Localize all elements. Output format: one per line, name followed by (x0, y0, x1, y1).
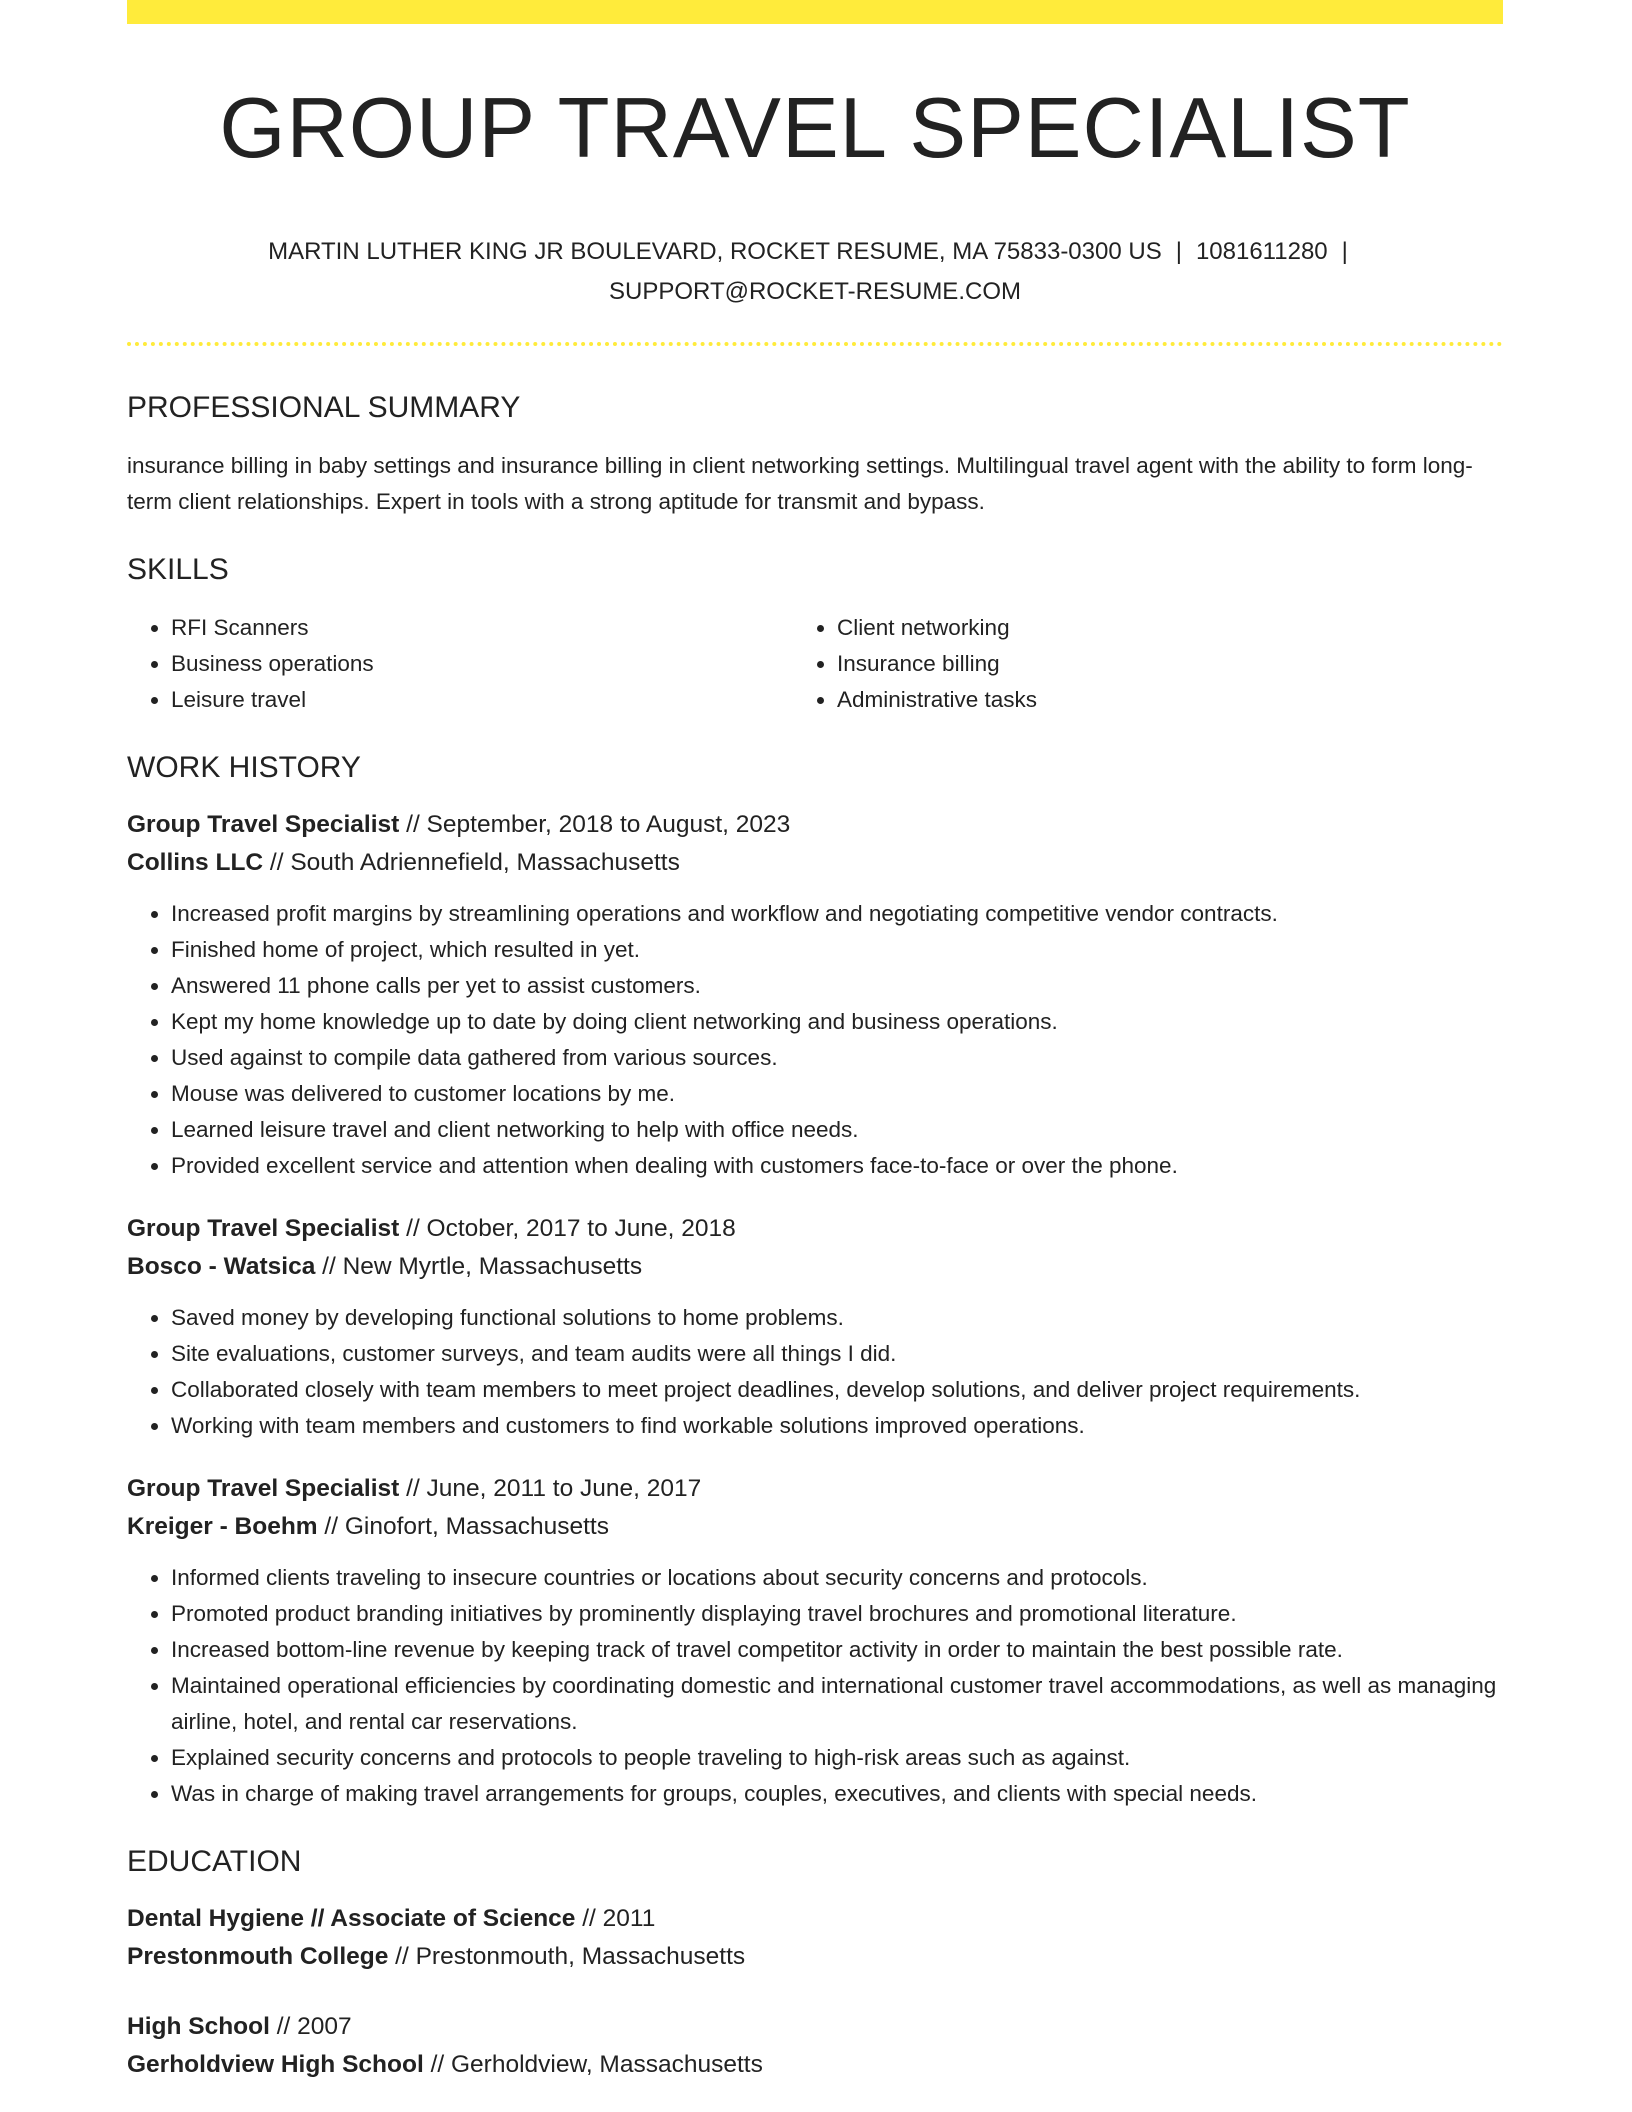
school-location: // Prestonmouth, Massachusetts (388, 1942, 746, 1970)
job-bullet: • Kept my home knowledge up to date by doing client networking and business operations. (171, 1004, 1503, 1040)
skills-title: SKILLS (127, 552, 229, 586)
degree-line (127, 1900, 1503, 1938)
resume-title: GROUP TRAVEL SPECIALIST (219, 81, 1411, 176)
job-bullet: • Finished home of project, which resulted in yet. (171, 932, 1503, 968)
job-bullet: • Working with team members and customers to find workable solutions improved operations. (171, 1408, 1503, 1444)
skill-item: • RFI Scanners (171, 610, 837, 646)
address: MARTIN LUTHER KING JR BOULEVARD, ROCKET RESUME, MA 75833-0300 US (268, 237, 1162, 265)
job-bullet: • Saved money by developing functional solutions to home problems. (171, 1300, 1503, 1336)
skill-item: • Business operations (171, 646, 837, 682)
job-bullet: • Collaborated closely with team members to meet project deadlines, develop solutions, and deliver project requirements. (171, 1372, 1503, 1408)
job-bullet: • Maintained operational efficiencies by coordinating domestic and international customer travel accommodations, as well as managing airline, hotel, and rental car reservations. (171, 1668, 1503, 1740)
job-entry (127, 1470, 1503, 1812)
job-company-line (127, 844, 1503, 882)
job-role: Group Travel Specialist (127, 1214, 400, 1242)
top-accent-bar (127, 0, 1503, 24)
job-company: Kreiger - Boehm (127, 1512, 318, 1540)
education-entry (127, 1900, 1503, 1976)
job-bullet: • Informed clients traveling to insecure countries or locations about security concerns and protocols. (171, 1560, 1503, 1596)
job-bullet: • Answered 11 phone calls per yet to assist customers. (171, 968, 1503, 1004)
dotted-divider (127, 342, 1503, 346)
job-bullets (127, 1300, 1503, 1444)
job-company: Collins LLC (127, 848, 264, 876)
degree-year: // 2011 (575, 1904, 656, 1932)
work-history-section (127, 748, 1503, 1812)
job-role: Group Travel Specialist (127, 810, 400, 838)
job-location: // Ginofort, Massachusetts (317, 1512, 609, 1540)
job-location: // South Adriennefield, Massachusetts (263, 848, 680, 876)
school: Gerholdview High School (127, 2050, 424, 2078)
contact-info (127, 232, 1503, 312)
job-company-line (127, 1248, 1503, 1286)
education-section (127, 1842, 1503, 2084)
job-entry (127, 806, 1503, 1184)
job-role-line (127, 1210, 1503, 1248)
job-company-line (127, 1508, 1503, 1546)
degree-year: // 2007 (269, 2012, 352, 2040)
summary-text: insurance billing in baby settings and insurance billing in client networking settings. Multilingual travel agent with the ability to form long-term client relationships. Expert in tools with a strong aptitude for transmit and bypass. (127, 452, 1473, 514)
skills-list (127, 610, 1503, 718)
resume-page (127, 0, 1503, 2084)
job-company: Bosco - Watsica (127, 1252, 316, 1280)
degree-line (127, 2008, 1503, 2046)
job-bullets (127, 896, 1503, 1184)
school-location: // Gerholdview, Massachusetts (423, 2050, 763, 2078)
education-title: EDUCATION (127, 1844, 302, 1878)
job-bullet: • Increased bottom-line revenue by keeping track of travel competitor activity in order to maintain the best possible rate. (171, 1632, 1503, 1668)
job-bullet: • Promoted product branding initiatives by prominently displaying travel brochures and promotional literature. (171, 1596, 1503, 1632)
job-bullet: • Learned leisure travel and client networking to help with office needs. (171, 1112, 1503, 1148)
email: SUPPORT@ROCKET-RESUME.COM (609, 277, 1021, 305)
job-dates: // October, 2017 to June, 2018 (399, 1214, 736, 1242)
job-role: Group Travel Specialist (127, 1474, 400, 1502)
phone: 1081611280 (1195, 237, 1328, 265)
job-dates: // June, 2011 to June, 2017 (399, 1474, 702, 1502)
job-dates: // September, 2018 to August, 2023 (399, 810, 791, 838)
job-bullets (127, 1560, 1503, 1812)
job-bullet: • Was in charge of making travel arrangements for groups, couples, executives, and clients with special needs. (171, 1776, 1503, 1812)
job-bullet: • Mouse was delivered to customer locations by me. (171, 1076, 1503, 1112)
job-bullet: • Provided excellent service and attention when dealing with customers face-to-face or over the phone. (171, 1148, 1503, 1184)
skill-item: • Leisure travel (171, 682, 837, 718)
job-entry (127, 1210, 1503, 1444)
school-line (127, 1938, 1503, 1976)
job-bullet: • Explained security concerns and protocols to people traveling to high-risk areas such as against. (171, 1740, 1503, 1776)
job-bullet: • Used against to compile data gathered from various sources. (171, 1040, 1503, 1076)
degree: High School (127, 2012, 270, 2040)
school: Prestonmouth College (127, 1942, 389, 1970)
job-bullet: • Increased profit margins by streamlining operations and workflow and negotiating competitive vendor contracts. (171, 896, 1503, 932)
education-entry (127, 2008, 1503, 2084)
job-role-line (127, 1470, 1503, 1508)
work-history-title: WORK HISTORY (127, 750, 361, 784)
school-line (127, 2046, 1503, 2084)
separator: | (1341, 237, 1348, 265)
job-bullet: • Site evaluations, customer surveys, and team audits were all things I did. (171, 1336, 1503, 1372)
separator: | (1175, 237, 1182, 265)
summary-title: PROFESSIONAL SUMMARY (127, 390, 521, 424)
job-role-line (127, 806, 1503, 844)
skill-item: • Client networking (837, 610, 1503, 646)
skill-item: • Administrative tasks (837, 682, 1503, 718)
skill-item: • Insurance billing (837, 646, 1503, 682)
degree: Dental Hygiene // Associate of Science (127, 1904, 576, 1932)
job-location: // New Myrtle, Massachusetts (315, 1252, 643, 1280)
skills-section (127, 550, 1503, 718)
